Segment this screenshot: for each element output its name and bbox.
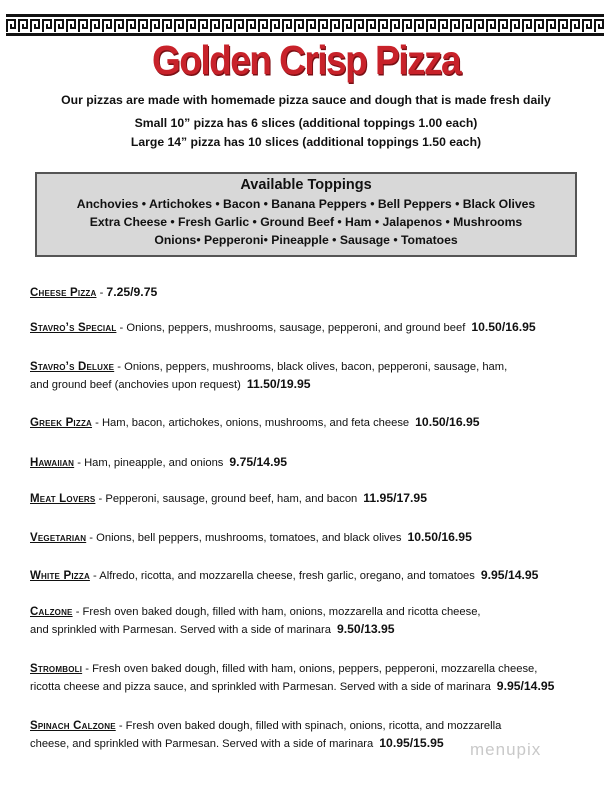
greek-key-border: [6, 14, 604, 36]
item-desc: - Alfredo, ricotta, and mozzarella cheese, fresh garlic, oregano, and tomatoes: [89, 570, 475, 582]
item-name: Calzone: [30, 606, 73, 618]
menu-item-meat-lovers: [30, 490, 595, 508]
item-name: Vegetarian: [30, 532, 87, 544]
menu-item-stavros-deluxe: [30, 359, 595, 394]
item-name: Stavro’s Deluxe: [30, 361, 115, 373]
menu-item-greek-pizza: [30, 414, 595, 432]
item-price: 9.95/14.95: [480, 568, 539, 582]
item-price: 11.95/17.95: [363, 491, 427, 505]
item-desc: - Fresh oven baked dough, filled with spinach, onions, ricotta, and mozzarella: [115, 720, 502, 732]
item-price: 10.50/16.95: [415, 415, 480, 429]
menu-item-calzone: [30, 604, 595, 639]
intro-small-size: Small 10” pizza has 6 slices (additional toppings 1.00 each): [134, 116, 478, 130]
toppings-row-3: Onions• Pepperoni• Pineapple • Sausage • Tomatoes: [154, 233, 458, 247]
item-desc: - Onions, bell peppers, mushrooms, tomatoes, and black olives: [86, 532, 402, 544]
item-desc: - Fresh oven baked dough, filled with ham, onions, peppers, pepperoni, mozzarella cheese,: [82, 663, 538, 675]
menupix-watermark: menupix: [470, 740, 542, 759]
menu-item-white-pizza: [30, 567, 595, 585]
item-name: Stavro’s Special: [30, 322, 117, 334]
toppings-heading: Available Toppings: [240, 177, 372, 193]
menu-item-stromboli: [30, 661, 595, 696]
item-desc: - Ham, bacon, artichokes, onions, mushrooms, and feta cheese: [92, 417, 410, 429]
menu-item-hawaiian: [30, 454, 595, 472]
menu-title: Golden Crisp Pizza: [151, 37, 461, 83]
item-price: 11.50/19.95: [246, 377, 311, 391]
item-price: 9.95/14.95: [496, 679, 555, 693]
item-desc: - Ham, pineapple, and onions: [74, 457, 224, 469]
item-desc: -: [96, 287, 107, 299]
item-name: Hawaiian: [30, 457, 75, 469]
item-desc: - Onions, peppers, mushrooms, sausage, pepperoni, and ground beef: [116, 322, 466, 334]
item-name: White Pizza: [30, 570, 90, 582]
item-price: 7.25/9.75: [106, 285, 158, 299]
menu-item-stavros-special: [30, 319, 595, 337]
item-price: 10.95/15.95: [379, 736, 444, 750]
item-desc-line-2: cheese, and sprinkled with Parmesan. Served with a side of marinara: [30, 738, 374, 750]
item-name: Spinach Calzone: [30, 720, 116, 732]
item-desc: - Fresh oven baked dough, filled with ham, onions, mozzarella and ricotta cheese,: [72, 606, 481, 618]
item-name: Meat Lovers: [30, 493, 96, 505]
toppings-row-1: Anchovies • Artichokes • Bacon • Banana Peppers • Bell Peppers • Black Olives: [76, 197, 536, 211]
menu-item-cheese-pizza: [30, 284, 595, 302]
item-name: Greek Pizza: [30, 417, 93, 429]
item-price: 10.50/16.95: [471, 320, 536, 334]
item-price: 10.50/16.95: [407, 530, 472, 544]
intro-dough-note: Our pizzas are made with homemade pizza sauce and dough that is made fresh daily: [61, 93, 551, 107]
item-price: 9.75/14.95: [229, 455, 288, 469]
item-price: 9.50/13.95: [336, 622, 395, 636]
menu-item-vegetarian: [30, 529, 595, 547]
toppings-row-2: Extra Cheese • Fresh Garlic • Ground Beef • Ham • Jalapenos • Mushrooms: [89, 215, 523, 229]
item-name: Stromboli: [30, 663, 83, 675]
item-desc: - Pepperoni, sausage, ground beef, ham, and bacon: [95, 493, 358, 505]
item-desc-line-2: and ground beef (anchovies upon request): [30, 379, 241, 391]
item-desc: - Onions, peppers, mushrooms, black olives, bacon, pepperoni, sausage, ham,: [114, 361, 508, 373]
intro-large-size: Large 14” pizza has 10 slices (additional toppings 1.50 each): [130, 135, 482, 149]
item-desc-line-2: ricotta cheese and pizza sauce, and sprinkled with Parmesan. Served with a side of marinara: [30, 681, 491, 693]
item-desc-line-2: and sprinkled with Parmesan. Served with a side of marinara: [30, 624, 331, 636]
item-name: Cheese Pizza: [30, 287, 97, 299]
toppings-box: [35, 172, 577, 257]
